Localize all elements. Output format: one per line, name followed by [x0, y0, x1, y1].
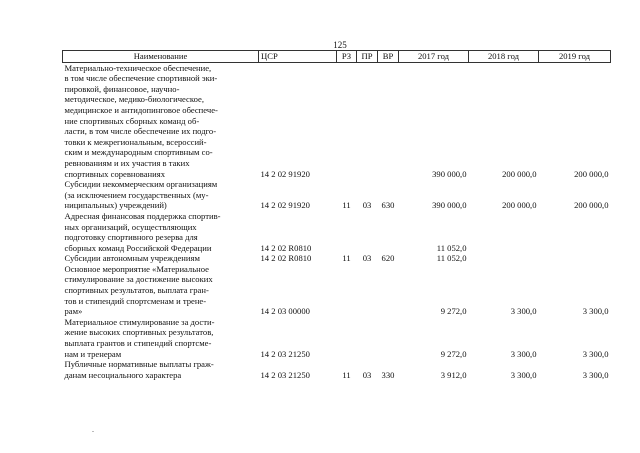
row-name-line: ных организаций, осуществляющих [64, 221, 197, 232]
row-name-line: Материально-техническое обеспечение, [64, 62, 212, 73]
row-2018-value [469, 253, 539, 264]
row-2018-value: 3 300,0 [510, 348, 537, 359]
table-row [63, 179, 611, 211]
row-csr: 14 2 02 91920 [260, 168, 310, 179]
row-name [63, 211, 259, 253]
row-name-line: ласти, в том числе обеспечение их подго- [64, 126, 217, 137]
header-2019: 2019 год [539, 51, 611, 63]
page-number: 125 [333, 40, 347, 50]
header-vr: ВР [378, 51, 399, 63]
row-name-line: стимулирование за достижение высоких [64, 274, 213, 285]
row-name-line: (за исключением государственных (му- [64, 189, 209, 200]
header-csr: ЦСР [259, 51, 337, 63]
row-name [63, 62, 259, 179]
row-rz [337, 211, 357, 253]
header-pr: ПР [357, 51, 378, 63]
row-csr: 14 2 03 21250 [260, 369, 310, 380]
row-2018-value: 3 300,0 [510, 369, 537, 380]
row-name-line: ние спортивных сборных команд об- [64, 115, 200, 126]
row-2017-value: 3 912,0 [440, 369, 467, 380]
row-vr [378, 62, 399, 179]
row-csr: 14 2 02 R0810 [260, 242, 312, 253]
row-name [63, 264, 259, 317]
row-csr: 14 2 03 00000 [260, 306, 310, 317]
row-pr [357, 264, 378, 317]
row-name-line: Материальное стимулирование за дости- [64, 316, 215, 327]
row-csr: 14 2 02 91920 [260, 200, 310, 211]
row-name-line: Субсидии некоммерческим организациям [64, 179, 218, 190]
row-2017-value: 390 000,0 [432, 200, 467, 211]
row-2019-value: 3 300,0 [582, 348, 609, 359]
table-row [63, 359, 611, 380]
row-csr: 14 2 03 21250 [260, 348, 310, 359]
row-csr: 14 2 02 R0810 [260, 253, 312, 264]
row-rz [337, 62, 357, 179]
row-2017-value: 11 052,0 [436, 253, 467, 264]
row-rz [337, 317, 357, 359]
row-2018-value: 200 000,0 [502, 200, 537, 211]
row-name-line: выплата грантов и стипендий спортсме- [64, 338, 212, 349]
table-row [63, 317, 611, 359]
row-2019-value: 200 000,0 [574, 168, 609, 179]
row-vr: 330 [381, 369, 395, 380]
row-name-line: нам и тренерам [64, 348, 122, 359]
row-2019-value [539, 253, 611, 264]
row-2019-value: 200 000,0 [574, 200, 609, 211]
row-name-line: спортивных результатов, выплата гран- [64, 285, 209, 296]
row-name-line: методическое, медико-биологическое, [64, 94, 204, 105]
row-name-line: ревнованиям и их участия в таких [64, 157, 190, 168]
row-vr: 630 [381, 200, 395, 211]
row-name-line: Основное мероприятие «Материальное [64, 263, 209, 274]
table-row [63, 264, 611, 317]
row-2019-value: 3 300,0 [582, 306, 609, 317]
row-name [63, 317, 259, 359]
row-2017-value: 11 052,0 [436, 242, 467, 253]
row-name-line: товки к межрегиональным, всероссий- [64, 136, 207, 147]
row-name [63, 179, 259, 211]
row-name-line: пировкой, финансовое, научно- [64, 83, 180, 94]
row-rz: 11 [342, 253, 351, 264]
row-pr: 03 [362, 369, 372, 380]
row-name-line: в том числе обеспечение спортивной эки- [64, 73, 218, 84]
row-pr [357, 62, 378, 179]
row-2017-value: 9 272,0 [440, 306, 467, 317]
row-name-line: рам» [64, 306, 83, 317]
row-pr: 03 [362, 253, 372, 264]
row-2018-value: 200 000,0 [502, 168, 537, 179]
table-row [63, 211, 611, 253]
row-name-line: Субсидии автономным учреждениям [64, 253, 200, 264]
row-2019-value: 3 300,0 [582, 369, 609, 380]
row-2018-value [469, 211, 539, 253]
row-name-line: жение высоких спортивных результатов, [64, 327, 214, 338]
row-name [63, 359, 259, 380]
row-pr [357, 317, 378, 359]
row-name-line: подготовку спортивного резерва для [64, 232, 198, 243]
row-2017-value: 9 272,0 [440, 348, 467, 359]
row-vr: 620 [381, 253, 395, 264]
row-pr [357, 211, 378, 253]
row-vr [378, 211, 399, 253]
row-name-line: спортивных соревнованиях [64, 168, 166, 179]
row-rz [337, 264, 357, 317]
row-pr: 03 [362, 200, 372, 211]
row-name-line: ниципальных) учреждений) [64, 200, 167, 211]
row-2017-value: 390 000,0 [432, 168, 467, 179]
row-2019-value [539, 211, 611, 253]
row-vr [378, 264, 399, 317]
row-name-line: медицинское и антидопинговое обеспече- [64, 104, 218, 115]
header-2018: 2018 год [469, 51, 539, 63]
table-row [63, 253, 611, 264]
table-row [63, 62, 611, 179]
row-name-line: Адресная финансовая поддержка спортив- [64, 210, 221, 221]
row-vr [378, 317, 399, 359]
scan-speck [92, 431, 94, 432]
budget-table [62, 50, 611, 380]
table-header-row [63, 51, 611, 63]
header-name: Наименование [63, 51, 259, 63]
header-2017: 2017 год [399, 51, 469, 63]
row-name-line: ским и международным спортивным со- [64, 147, 213, 158]
row-name-line: сборных команд Российской Федерации [64, 242, 212, 253]
row-name-line: Публичные нормативные выплаты граж- [64, 359, 214, 370]
row-rz: 11 [342, 200, 351, 211]
row-name [63, 253, 259, 264]
row-2018-value: 3 300,0 [510, 306, 537, 317]
row-name-line: данам несоциального характера [64, 369, 182, 380]
header-rz: РЗ [337, 51, 357, 63]
row-rz: 11 [342, 369, 351, 380]
row-name-line: тов и стипендий спортсменам и трене- [64, 295, 207, 306]
